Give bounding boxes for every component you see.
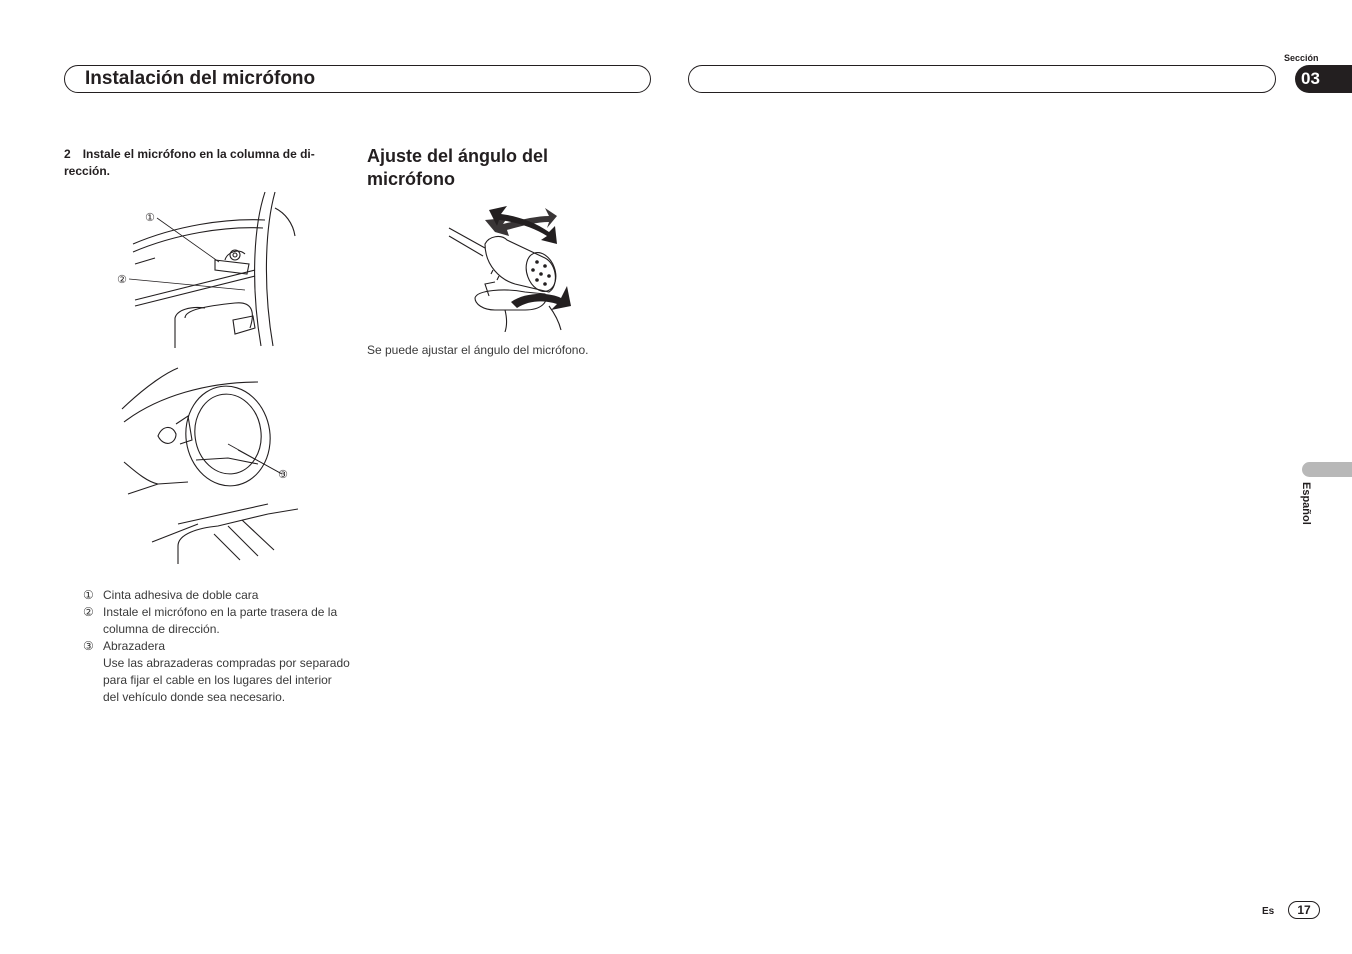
dashboard-steering-wheel-illustration — [118, 364, 298, 574]
step-number: 2 — [64, 147, 71, 161]
page-number: 17 — [1288, 901, 1320, 919]
header-bar-right — [688, 65, 1276, 93]
callout-1: ① — [145, 211, 155, 224]
legend-marker: ① — [83, 588, 94, 602]
legend-item — [83, 638, 353, 706]
step-text: Instale el micrófono en la columna de di-rección. — [64, 147, 315, 178]
section-number-badge: 03 — [1295, 65, 1352, 93]
legend-text: Cinta adhesiva de doble cara — [103, 588, 259, 602]
legend-item — [83, 604, 353, 638]
footer-language-code: Es — [1262, 906, 1275, 917]
legend-text: Instale el micrófono en la parte trasera de la columna de dirección. — [103, 605, 338, 636]
legend-marker: ③ — [83, 639, 94, 653]
header-bar-left — [64, 65, 651, 93]
section-heading: Ajuste del ángulo del micrófono — [367, 146, 549, 189]
legend-item — [83, 587, 353, 604]
section-body-text: Se puede ajustar el ángulo del micrófono. — [367, 343, 589, 357]
section-label: Sección — [1284, 53, 1319, 63]
legend-text: Abrazadera Use las abrazaderas compradas por separado para fijar el cable en los lugares del interior del vehículo donde sea necesario. — [103, 639, 350, 704]
callout-legend — [83, 587, 353, 706]
callout-3: ③ — [278, 468, 288, 481]
step-instruction — [64, 146, 346, 180]
language-tab — [1302, 462, 1352, 477]
page-title: Instalación del micrófono — [85, 68, 316, 89]
language-label: Español — [1300, 482, 1312, 525]
legend-marker: ② — [83, 605, 94, 619]
steering-column-closeup-illustration — [115, 188, 300, 350]
callout-2: ② — [117, 273, 127, 286]
microphone-angle-illustration — [445, 206, 575, 332]
